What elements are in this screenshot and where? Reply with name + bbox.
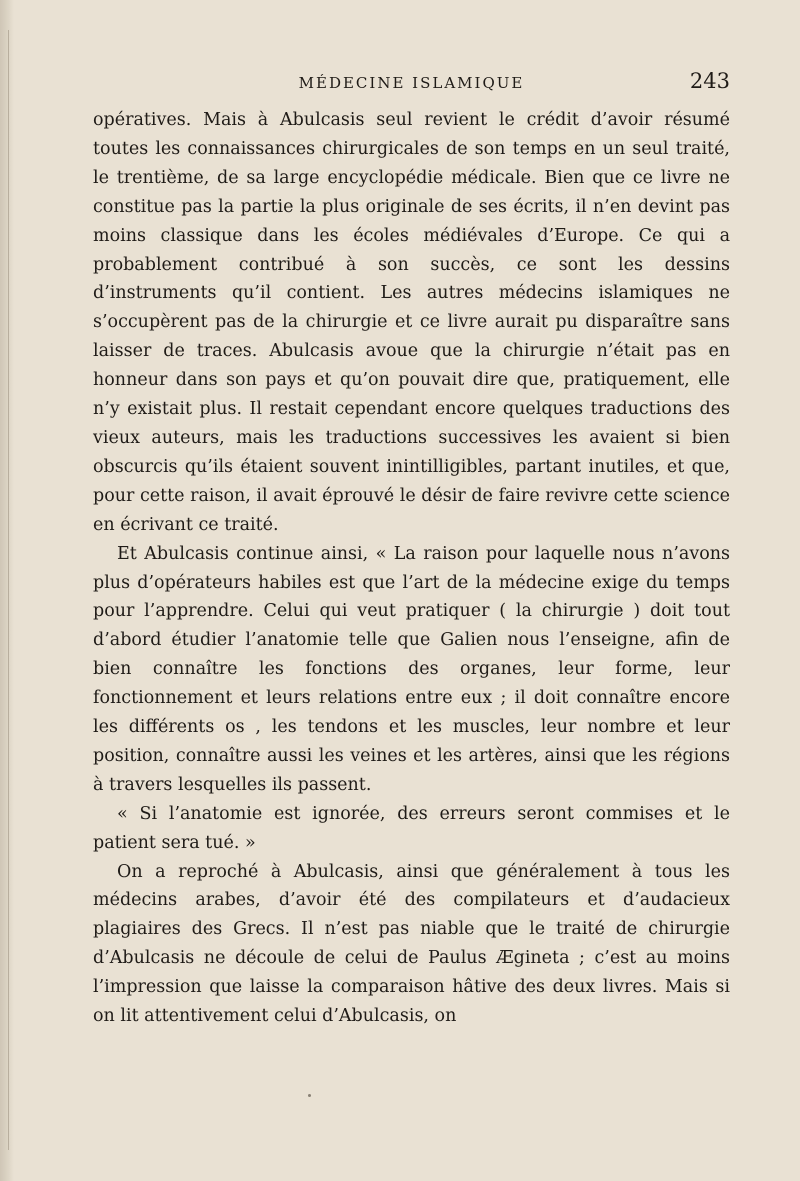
paragraph-3: « Si l’anatomie est ignorée, des erreurs seront commises et le patient sera tué. »	[93, 803, 730, 853]
paper-speck	[308, 1094, 311, 1097]
body-text	[93, 106, 730, 1031]
page-binding-edge	[0, 0, 14, 1181]
paragraph-2: Et Abulcasis continue ainsi, « La raison pour laquelle nous n’avons plus d’opérateurs habiles est que l’art de la médecine exige du temps pour l’apprendre. Celui qui veut pratiquer ( la chirurgie ) doit tout d’abord étudier l’anatomie telle que Galien nous l’enseigne, afin de bien connaître les fonctions des organes, leur forme, leur fonctionnement et leurs relations entre eux ; il doit connaître encore les différents os , les tendons et les muscles, leur nombre et leur position, connaître aussi les veines et les artères, ainsi que les régions à travers lesquelles ils passent.	[93, 543, 730, 795]
binding-fold-line	[8, 30, 9, 1150]
running-head	[93, 60, 730, 100]
running-title: MÉDECINE ISLAMIQUE	[298, 74, 525, 92]
page-number: 243	[689, 69, 730, 93]
paragraph-1: opératives. Mais à Abulcasis seul revient le crédit d’avoir résumé toutes les connaissances chirurgicales de son temps en un seul traité, le trentième, de sa large encyclopédie médicale. Bien que ce livre ne constitue pas la partie la plus originale de ses écrits, il n’en devint pas moins classique dans les écoles médiévales d’Europe. Ce qui a probablement contribué à son succès, ce sont les dessins d’instruments qu’il contient. Les autres médecins islamiques ne s’occupèrent pas de la chirurgie et ce livre aurait pu disparaître sans laisser de traces. Abulcasis avoue que la chirurgie n’était pas en honneur dans son pays et qu’on pouvait dire que, pratiquement, elle n’y existait plus. Il restait cependant encore quelques traductions des vieux auteurs, mais les traductions successives les avaient si bien obscurcis qu’ils étaient souvent inintilligibles, partant inutiles, et que, pour cette raison, il avait éprouvé le désir de faire revivre cette science en écrivant ce traité.	[93, 110, 730, 535]
book-page	[93, 60, 730, 1031]
paragraph-4: On a reproché à Abulcasis, ainsi que généralement à tous les médecins arabes, d’avoir été des compilateurs et d’audacieux plagiaires des Grecs. Il n’est pas niable que le traité de chirurgie d’Abulcasis ne découle de celui de Paulus Ægineta ; c’est au moins l’impression que laisse la comparaison hâtive des deux livres. Mais si on lit attentivement celui d’Abulcasis, on	[93, 861, 730, 1027]
